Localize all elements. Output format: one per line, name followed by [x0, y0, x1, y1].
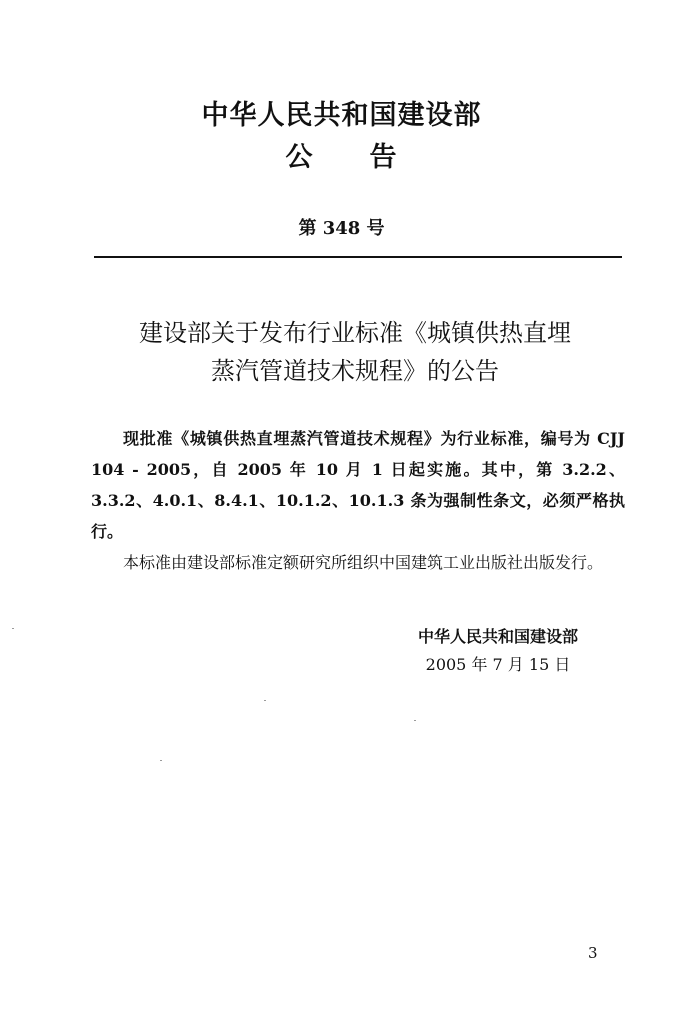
page-number: 3 — [588, 944, 598, 962]
scan-speck — [160, 760, 162, 761]
signature-organization: 中华人民共和国建设部 — [417, 627, 578, 646]
body-paragraph-approval: 现批准《城镇供热直埋蒸汽管道技术规程》为行业标准，编号为 CJJ 104 - 2005，自 2005 年 10 月 1 日起实施。其中，第 3.2.2、3.3.2、4.0.1、8.4.1、10.1.2、10.1.3 条为强制性条文，必须严格执行。 — [91, 429, 625, 541]
signature-block — [398, 623, 598, 679]
announcement-headline — [60, 314, 650, 390]
notice-number: 第 348 号 — [298, 218, 385, 239]
ministry-name: 中华人民共和国建设部 — [201, 100, 482, 131]
signature-date: 2005 年 7 月 15 日 — [425, 655, 571, 674]
scan-speck — [12, 628, 14, 629]
body-paragraph-publisher: 本标准由建设部标准定额研究所组织中国建筑工业出版社出版发行。 — [123, 553, 604, 572]
scan-speck — [264, 700, 266, 701]
announcement-body — [91, 423, 625, 578]
scan-speck — [414, 720, 416, 721]
notice-title: 公 告 — [285, 142, 398, 173]
headline-line-1: 建设部关于发布行业标准《城镇供热直埋 — [139, 319, 571, 347]
header-divider — [94, 256, 622, 258]
headline-line-2: 蒸汽管道技术规程》的公告 — [211, 357, 499, 385]
